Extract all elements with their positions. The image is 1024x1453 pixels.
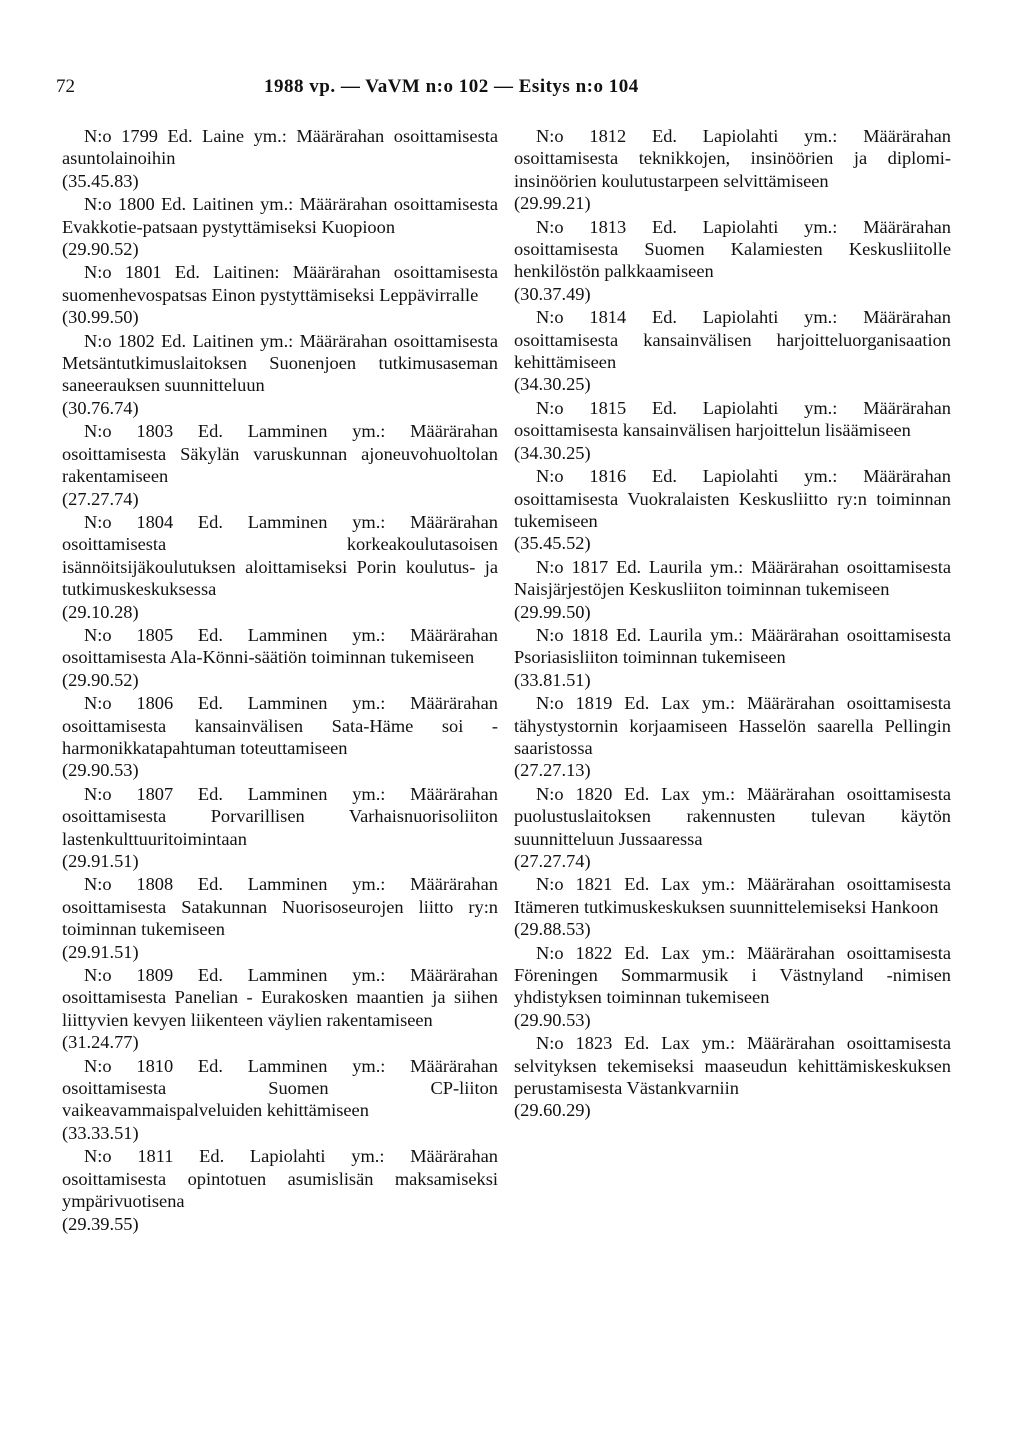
- motion-text: N:o 1823 Ed. Lax ym.: Määrärahan osoittamisesta selvityksen tekemiseksi maaseudun kehittämiskeskuksen perustamisesta Västankvarniin: [514, 1033, 951, 1099]
- motion-text: N:o 1808 Ed. Lamminen ym.: Määrärahan osoittamisesta Satakunnan Nuorisoseurojen liitto ry:n toiminnan tukemiseen: [62, 874, 498, 940]
- motion-entry: [62, 964, 498, 1054]
- motion-entry: [514, 783, 951, 873]
- motion-entry: [514, 942, 951, 1032]
- motion-entry: [514, 397, 951, 464]
- motion-text: N:o 1813 Ed. Lapiolahti ym.: Määrärahan osoittamisesta Suomen Kalamiesten Keskusliitolle henkilöstön palkkaamiseen: [514, 216, 951, 282]
- motion-entry: [62, 193, 498, 260]
- budget-item-number: (27.27.74): [62, 488, 139, 509]
- budget-item-number: (29.99.21): [514, 193, 591, 214]
- motion-text: N:o 1814 Ed. Lapiolahti ym.: Määrärahan osoittamisesta kansainvälisen harjoitteluorganisaation kehittämiseen: [514, 307, 951, 373]
- budget-item-number: (34.30.25): [514, 374, 591, 395]
- motion-text: N:o 1822 Ed. Lax ym.: Määrärahan osoittamisesta Föreningen Sommarmusik i Västnyland -nimisen yhdistyksen toiminnan tukemiseen: [514, 942, 951, 1008]
- motion-entry: [62, 511, 498, 623]
- motion-text: N:o 1800 Ed. Laitinen ym.: Määrärahan osoittamisesta Evakkotie-patsaan pystyttämiseksi Kuopioon: [62, 194, 498, 237]
- motion-entry: [514, 465, 951, 555]
- motion-entry: [62, 1145, 498, 1235]
- motion-entry: [62, 261, 498, 328]
- motion-text: N:o 1810 Ed. Lamminen ym.: Määrärahan osoittamisesta Suomen CP-liiton vaikeavammaispalveluiden kehittämiseen: [62, 1055, 498, 1121]
- left-column: [62, 125, 498, 1236]
- motion-entry: [62, 125, 498, 192]
- budget-item-number: (29.60.29): [514, 1100, 591, 1121]
- motion-text: N:o 1801 Ed. Laitinen: Määrärahan osoittamisesta suomenhevospatsas Einon pystyttämiseksi Leppävirralle: [62, 262, 498, 305]
- budget-item-number: (29.91.51): [62, 851, 139, 871]
- motion-entry: [514, 1032, 951, 1122]
- budget-item-number: (27.27.74): [514, 851, 591, 871]
- motion-text: N:o 1802 Ed. Laitinen ym.: Määrärahan osoittamisesta Metsäntutkimuslaitoksen Suonenjoen tutkimusaseman saneerauksen suunnitteluun: [62, 330, 498, 396]
- budget-item-number: (35.45.83): [62, 170, 139, 191]
- budget-item-number: (31.24.77): [62, 1032, 139, 1053]
- motion-entry: [62, 1055, 498, 1145]
- motion-text: N:o 1799 Ed. Laine ym.: Määrärahan osoittamisesta asuntolainoihin: [62, 126, 498, 169]
- motion-entry: [514, 306, 951, 396]
- motion-entry: [62, 420, 498, 510]
- motion-entry: [62, 873, 498, 963]
- budget-item-number: (29.88.53): [514, 919, 591, 940]
- budget-item-number: (33.81.51): [514, 669, 591, 690]
- budget-item-number: (27.27.13): [514, 760, 591, 781]
- page-header: [56, 74, 956, 104]
- motion-text: N:o 1816 Ed. Lapiolahti ym.: Määrärahan osoittamisesta Vuokralaisten Keskusliitto ry:n toiminnan tukemiseen: [514, 466, 951, 531]
- motion-text: N:o 1811 Ed. Lapiolahti ym.: Määrärahan osoittamisesta opintotuen asumislisän maksamiseksi ympärivuotisena: [62, 1146, 498, 1212]
- page-number: 72: [56, 76, 75, 97]
- motion-text: N:o 1809 Ed. Lamminen ym.: Määrärahan osoittamisesta Panelian - Eurakosken maantien ja siihen liittyvien kevyen liikenteen väylien rakentamiseen: [62, 965, 498, 1030]
- motion-text: N:o 1815 Ed. Lapiolahti ym.: Määrärahan osoittamisesta kansainvälisen harjoittelun lisäämiseen: [514, 397, 951, 441]
- budget-item-number: (29.90.52): [62, 239, 139, 260]
- motion-text: N:o 1804 Ed. Lamminen ym.: Määrärahan osoittamisesta korkeakoulutasoisen isännöitsijäkoulutuksen aloittamiseksi Porin koulutus- ja tutkimuskeskuksessa: [62, 511, 498, 600]
- budget-item-number: (33.33.51): [62, 1122, 139, 1143]
- motion-entry: [514, 692, 951, 782]
- running-title: 1988 vp. — VaVM n:o 102 — Esitys n:o 104: [264, 76, 639, 97]
- motion-text: N:o 1812 Ed. Lapiolahti ym.: Määrärahan osoittamisesta teknikkojen, insinöörien ja diplomi-insinöörien koulutustarpeen selvittämiseen: [514, 126, 951, 191]
- motion-entry: [514, 556, 951, 623]
- motion-entry: [514, 873, 951, 940]
- motion-entry: [514, 125, 951, 215]
- budget-item-number: (29.91.51): [62, 941, 139, 962]
- motion-text: N:o 1807 Ed. Lamminen ym.: Määrärahan osoittamisesta Porvarillisen Varhaisnuorisoliiton lastenkulttuuritoimintaan: [62, 783, 498, 849]
- budget-item-number: (30.37.49): [514, 283, 591, 304]
- motion-entry: [514, 216, 951, 306]
- motion-entry: [62, 330, 498, 420]
- motion-entry: [62, 692, 498, 782]
- motion-text: N:o 1806 Ed. Lamminen ym.: Määrärahan osoittamisesta kansainvälisen Sata-Häme soi -harmonikkatapahtuman toteuttamiseen: [62, 693, 498, 758]
- motion-entry: [514, 624, 951, 691]
- motion-text: N:o 1820 Ed. Lax ym.: Määrärahan osoittamisesta puolustuslaitoksen rakennusten tulevan käytön suunnitteluun Jussaaressa: [514, 783, 951, 849]
- motion-entry: [62, 624, 498, 691]
- budget-item-number: (29.90.53): [514, 1009, 591, 1030]
- budget-item-number: (29.39.55): [62, 1213, 139, 1234]
- budget-item-number: (29.10.28): [62, 601, 139, 622]
- motion-entry: [62, 783, 498, 873]
- right-column: [514, 125, 951, 1123]
- motion-text: N:o 1805 Ed. Lamminen ym.: Määrärahan osoittamisesta Ala-Könni-säätiön toiminnan tukemiseen: [62, 624, 498, 668]
- motion-text: N:o 1819 Ed. Lax ym.: Määrärahan osoittamisesta tähystystornin korjaamiseen Hasselön saarella Pellingin saaristossa: [514, 693, 951, 758]
- budget-item-number: (34.30.25): [514, 442, 591, 463]
- budget-item-number: (30.99.50): [62, 307, 139, 328]
- budget-item-number: (29.90.53): [62, 760, 139, 781]
- motion-text: N:o 1803 Ed. Lamminen ym.: Määrärahan osoittamisesta Säkylän varuskunnan ajoneuvohuoltolan rakentamiseen: [62, 421, 498, 487]
- budget-item-number: (35.45.52): [514, 533, 591, 554]
- motion-text: N:o 1818 Ed. Laurila ym.: Määrärahan osoittamisesta Psoriasisliiton toiminnan tukemiseen: [514, 624, 951, 668]
- budget-item-number: (29.90.52): [62, 669, 139, 690]
- budget-item-number: (30.76.74): [62, 397, 139, 418]
- budget-item-number: (29.99.50): [514, 601, 591, 622]
- motion-text: N:o 1817 Ed. Laurila ym.: Määrärahan osoittamisesta Naisjärjestöjen Keskusliiton toiminnan tukemiseen: [514, 556, 951, 600]
- motion-text: N:o 1821 Ed. Lax ym.: Määrärahan osoittamisesta Itämeren tutkimuskeskuksen suunnittelemiseksi Hankoon: [514, 874, 951, 917]
